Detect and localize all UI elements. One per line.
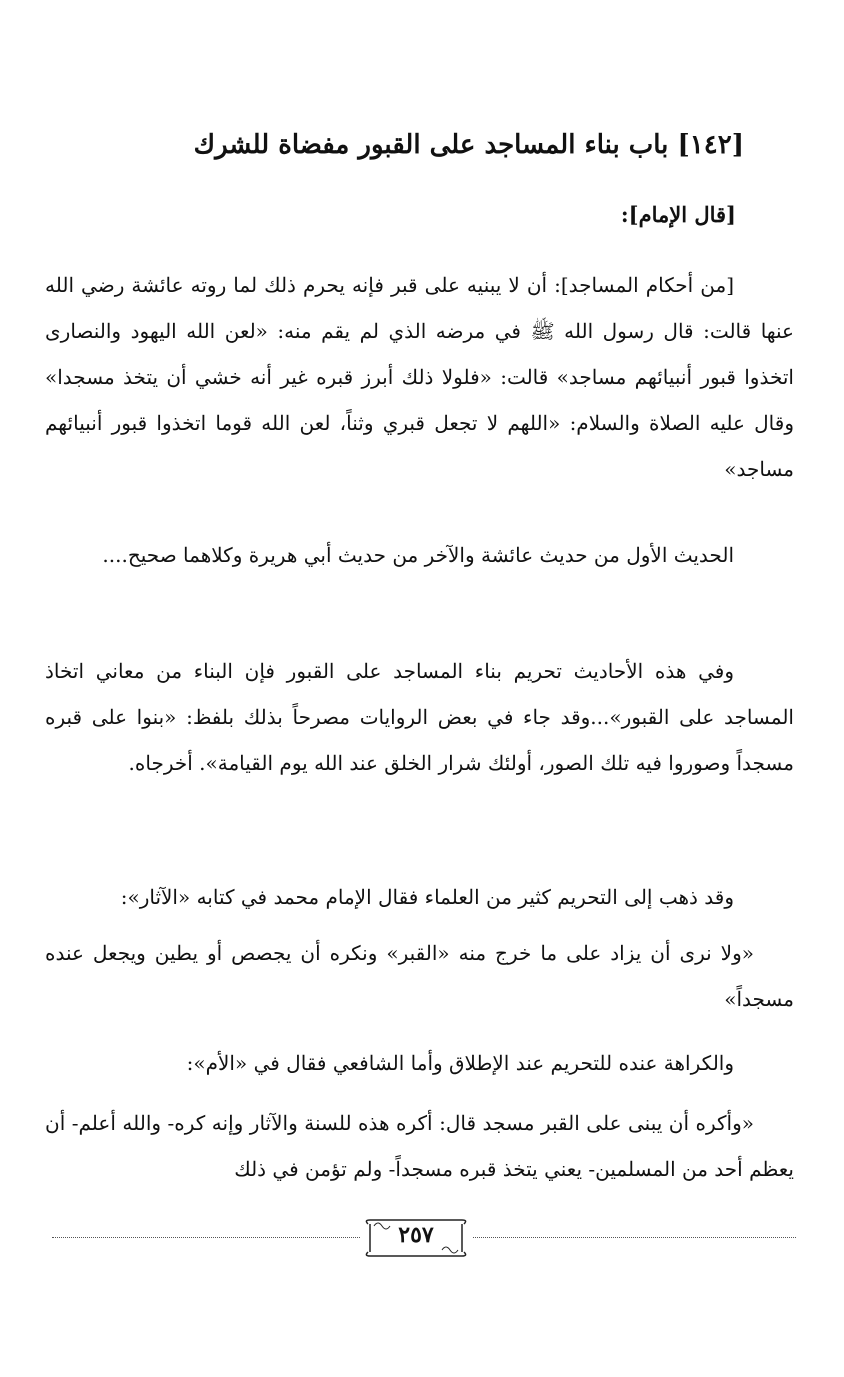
paragraph-shafii: والكراهة عنده للتحريم عند الإطلاق وأما الشافعي فقال في «الأم»: [186, 1051, 734, 1075]
page-number: ٢٥٧ [398, 1222, 434, 1248]
chapter-title: [١٤٢] باب بناء المساجد على القبور مفضاة للشرك [193, 130, 744, 160]
paragraph-prohibition: وفي هذه الأحاديث تحريم بناء المساجد على القبور فإن البناء من معاني اتخاذ المساجد على القبور»...وقد جاء في بعض الروايات مصرحاً بذلك بلفظ: «بنوا على قبره مسجداً وصوروا فيه تلك الصور، أولئك شرار الخلق عند الله يوم القيامة». أخرجاه. [45, 659, 794, 775]
paragraph-hadith-sources: الحديث الأول من حديث عائشة والآخر من حديث أبي هريرة وكلاهما صحيح.... [102, 543, 734, 567]
paragraph-imam-muhammad: وقد ذهب إلى التحريم كثير من العلماء فقال الإمام محمد في كتابه «الآثار»: [120, 885, 734, 909]
paragraph-mosque-rulings: [من أحكام المساجد]: أن لا يبنيه على قبر فإنه يحرم ذلك لما روته عائشة رضي الله عنها قالت: قال رسول الله ﷺ في مرضه الذي لم يقم منه: «لعن الله اليهود والنصارى اتخذوا قبور أنبيائهم مساجد» قالت: «فلولا ذلك أبرز قبره غير أنه خشي أن يتخذ مسجدا» وقال عليه الصلاة والسلام: «اللهم لا تجعل قبري وثناً، لعن الله قوما اتخذوا قبور أنبيائهم مساجد» [45, 273, 794, 481]
imam-label: [قال الإمام]: [620, 202, 736, 227]
paragraph-athar-quote: «ولا نرى أن يزاد على ما خرج منه «القبر» ونكره أن يجصص أو يطين ويجعل عنده مسجداً» [45, 941, 794, 1011]
paragraph-umm-quote: «وأكره أن يبنى على القبر مسجد قال: أكره هذه للسنة والآثار وإنه كره- والله أعلم- أن يعظم أحد من المسلمين- يعني يتخذ قبره مسجداً- ولم تؤمن في ذلك [45, 1111, 794, 1181]
